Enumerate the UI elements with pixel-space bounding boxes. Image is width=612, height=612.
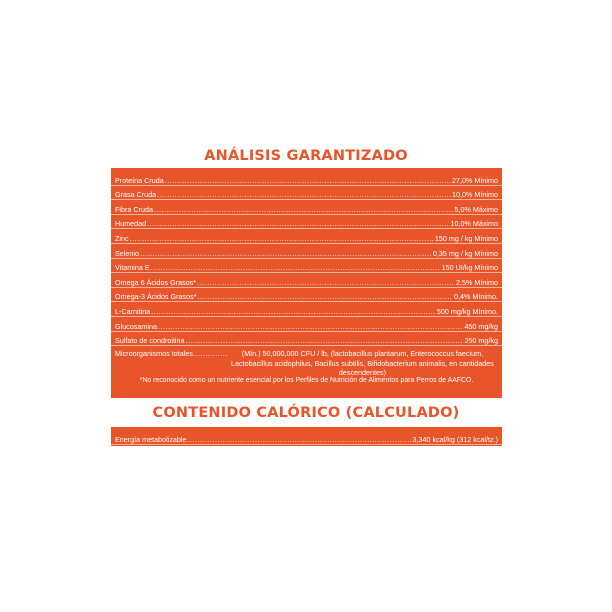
- row-label: Fibra Cruda: [115, 204, 153, 214]
- table-row: [111, 332, 502, 347]
- table-row: [111, 302, 502, 317]
- row-label: Microorganismos totales: [115, 349, 193, 359]
- row-value: 27,0% Mínimo: [452, 175, 498, 185]
- row-label: Proteína Cruda: [115, 175, 164, 185]
- row-value: 2,5% Mínimo: [456, 277, 498, 287]
- row-label: Vitamina E: [115, 263, 150, 273]
- table-row: [111, 273, 502, 288]
- row-label: Glucosamina: [115, 321, 157, 331]
- table-row: [111, 171, 502, 186]
- guaranteed-analysis-title: ANÁLISIS GARANTIZADO: [204, 148, 408, 164]
- row-label: L-Carnitina: [115, 306, 151, 316]
- caloric-content-panel: [111, 427, 502, 446]
- table-row: [111, 259, 502, 274]
- microorganisms-row: [111, 346, 502, 378]
- row-value: 0,4% Mínimo.: [454, 292, 498, 302]
- row-value: (Mín.) 50,000,000 CFU / lb, (lactobacillus plantarum, Enterococcus faecium, Lactobacillus acidophilus, Bacillus subtilis, Bifidobacterium animalis, en cantidades descendentes): [231, 349, 494, 378]
- row-value: 500 mg/kg Mínimo.: [436, 306, 498, 316]
- row-label: Omega 6 Ácidos Grasos*: [115, 277, 197, 287]
- table-row: [111, 317, 502, 332]
- row-value: 10,0% Mínimo: [452, 190, 498, 200]
- row-label: Sulfato de condroitina: [115, 336, 185, 346]
- row-value: 10,0% Máximo: [450, 219, 498, 229]
- row-value: 5,0% Máximo: [454, 204, 498, 214]
- caloric-content-title: CONTENIDO CALÓRICO (CALCULADO): [152, 405, 460, 421]
- row-value: 150 mg / kg Mínimo: [434, 233, 498, 243]
- table-row: [111, 229, 502, 244]
- row-value: 150 UI/kg Mínimo: [441, 263, 498, 273]
- row-label: Humedad: [115, 219, 147, 229]
- row-label: Energía metabolizable: [115, 434, 187, 444]
- table-row: [111, 244, 502, 259]
- footnote: *No reconocido como un nutriente esencial por los Perfiles de Nutrición de Alimentos para Perros de AAFCO.: [139, 377, 474, 384]
- guaranteed-analysis-panel: [111, 168, 502, 398]
- table-row: [111, 215, 502, 230]
- row-label: Selenio: [115, 248, 139, 258]
- table-row: [111, 200, 502, 215]
- row-value: 450 mg/kg: [464, 321, 498, 331]
- row-label: Grasa Cruda: [115, 190, 157, 200]
- row-label: Omega-3 Ácidos Grasos*: [115, 292, 197, 302]
- table-row: [111, 288, 502, 303]
- row-label: Zinc: [115, 233, 129, 243]
- row-value: 250 mg/kg: [464, 336, 498, 346]
- row-value: 0,35 mg / kg Mínimo: [432, 248, 498, 258]
- table-row: [111, 430, 502, 445]
- table-row: [111, 186, 502, 201]
- row-value: 3,340 kcal/kg (312 kcal/tz.): [412, 434, 498, 444]
